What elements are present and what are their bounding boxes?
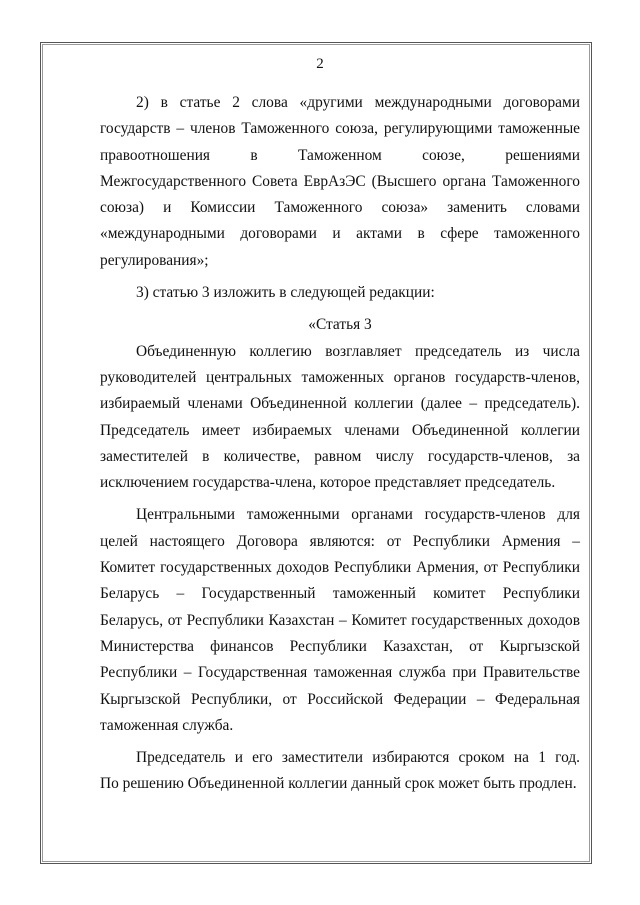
text-line: Министерства финансов Республики Казахстан, от Кыргызской <box>100 637 580 655</box>
article-heading <box>100 312 580 338</box>
text-line: союза) и Комиссии Таможенного союза» заменить словами <box>100 199 580 217</box>
text-line: Председатель имеет избираемых членами Объединенной коллегии <box>100 421 580 439</box>
text-line: регулирования»; <box>100 251 209 269</box>
document-body <box>100 90 580 798</box>
text-line: Кыргызской Республики, от Российской Федерации – Федеральная <box>100 690 580 708</box>
heading-text: «Статья 3 <box>308 316 372 334</box>
text-line: 2) в статье 2 слова «другими международными договорами <box>136 94 580 111</box>
paragraph-article-2-amendment <box>100 90 580 274</box>
text-line: «международными договорами и актами в сфере таможенного <box>100 225 580 243</box>
text-line: Беларусь – Государственный таможенный комитет Республики <box>100 585 580 603</box>
paragraph-article-3-intro <box>100 280 580 306</box>
text-line: таможенная служба. <box>100 716 234 734</box>
text-line: государств – членов Таможенного союза, регулирующими таможенные <box>100 120 580 138</box>
text-line: заместителей в количестве, равном числу государств-членов, за <box>100 447 580 465</box>
text-line: Беларусь, от Республики Казахстан – Комитет государственных доходов <box>100 611 580 629</box>
text-line: По решению Объединенной коллегии данный срок может быть продлен. <box>100 775 577 793</box>
text-line: Центральными таможенными органами государств-членов для <box>136 506 580 524</box>
text-line: Комитет государственных доходов Республики Армения, от Республики <box>100 559 580 577</box>
text-line: избираемый членами Объединенной коллегии (далее – председатель). <box>100 395 580 413</box>
text-line: Объединенную коллегию возглавляет председатель из числа <box>136 342 580 360</box>
page-number: 2 <box>316 56 324 72</box>
text-line: правоотношения в Таможенном союзе, решениями <box>100 146 580 164</box>
text-line: руководителей центральных таможенных органов государств-членов, <box>100 368 580 386</box>
text-line: исключением государства-члена, которое представляет председатель. <box>100 474 556 492</box>
paragraph-chairman <box>100 339 580 497</box>
text-line: 3) статью 3 изложить в следующей редакции: <box>136 284 435 302</box>
text-line: целей настоящего Договора являются: от Республики Армения – <box>100 532 580 550</box>
text-line: Республики – Государственная таможенная служба при Правительстве <box>100 664 580 682</box>
paragraph-term <box>100 745 580 798</box>
text-line: Председатель и его заместители избираются сроком на 1 год. <box>136 749 580 767</box>
text-line: Межгосударственного Совета ЕврАзЭС (Высшего органа Таможенного <box>100 172 580 190</box>
paragraph-customs-bodies <box>100 502 580 739</box>
